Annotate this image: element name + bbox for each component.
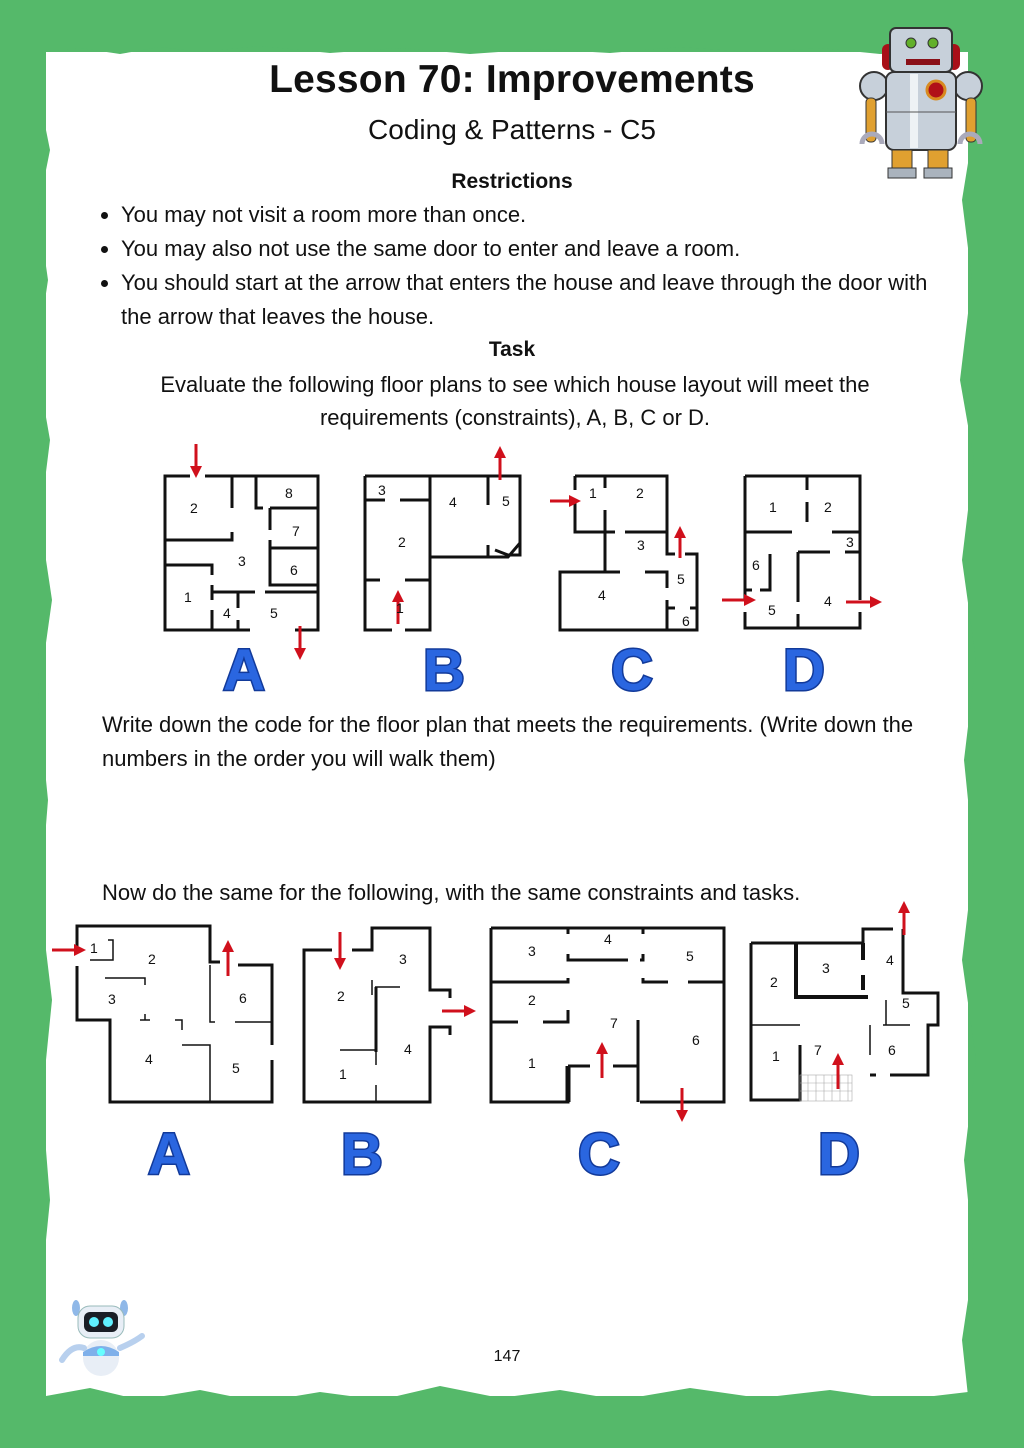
svg-text:2: 2 — [398, 534, 406, 550]
robot-assistant-icon — [58, 1300, 150, 1378]
svg-text:3: 3 — [378, 482, 386, 498]
floor-plan-1a — [160, 440, 330, 660]
svg-text:3: 3 — [637, 537, 645, 553]
svg-text:3: 3 — [822, 960, 830, 976]
svg-text:2: 2 — [528, 992, 536, 1008]
svg-text:4: 4 — [604, 931, 612, 947]
floor-plan-2b — [300, 920, 480, 1110]
svg-text:6: 6 — [290, 562, 298, 578]
plan-letter-c — [608, 636, 668, 696]
svg-text:1: 1 — [184, 589, 192, 605]
plan-letter-a — [220, 636, 280, 696]
plan-letter-2b — [338, 1120, 398, 1180]
svg-text:4: 4 — [598, 587, 606, 603]
svg-text:3: 3 — [238, 553, 246, 569]
svg-text:2: 2 — [770, 974, 778, 990]
svg-text:8: 8 — [285, 485, 293, 501]
svg-text:5: 5 — [902, 995, 910, 1011]
plan-letter-2a — [145, 1120, 205, 1180]
floor-plan-1b — [360, 440, 530, 660]
svg-text:6: 6 — [682, 613, 690, 629]
page-title: Lesson 70: Improvements — [269, 58, 755, 101]
robot-icon — [858, 26, 984, 182]
restriction-item: • You may also not use the same door to enter and leave a room. — [121, 232, 941, 266]
svg-text:5: 5 — [686, 948, 694, 964]
svg-text:1: 1 — [772, 1048, 780, 1064]
svg-text:3: 3 — [108, 991, 116, 1007]
svg-text:4: 4 — [404, 1041, 412, 1057]
svg-text:A: A — [148, 1122, 190, 1180]
page-subtitle: Coding & Patterns - C5 — [368, 114, 656, 145]
svg-text:4: 4 — [886, 952, 894, 968]
svg-text:2: 2 — [337, 988, 345, 1004]
svg-text:4: 4 — [223, 605, 231, 621]
svg-text:4: 4 — [449, 494, 457, 510]
floor-plan-2a — [50, 920, 280, 1110]
now-instruction: Now do the same for the following, with the same constraints and tasks. — [102, 880, 801, 905]
svg-text:7: 7 — [814, 1042, 822, 1058]
floor-plan-2d — [748, 905, 948, 1115]
svg-text:7: 7 — [292, 523, 300, 539]
task-heading: Task — [488, 338, 536, 361]
svg-text:5: 5 — [232, 1060, 240, 1076]
svg-text:7: 7 — [610, 1015, 618, 1031]
svg-text:C: C — [611, 638, 653, 696]
svg-text:1: 1 — [339, 1066, 347, 1082]
room-label: 2 — [190, 500, 198, 516]
svg-text:A: A — [223, 638, 265, 696]
svg-text:5: 5 — [677, 571, 685, 587]
restriction-item: • You should start at the arrow that enters the house and leave through the door with the arrow that leaves the house. — [121, 266, 941, 334]
svg-text:3: 3 — [846, 534, 854, 550]
svg-text:C: C — [578, 1122, 620, 1180]
plan-letter-2d — [815, 1120, 875, 1180]
svg-text:4: 4 — [145, 1051, 153, 1067]
svg-text:1: 1 — [90, 940, 98, 956]
svg-text:5: 5 — [502, 493, 510, 509]
page-number: 147 — [493, 1348, 521, 1365]
floor-plan-1c — [545, 440, 715, 660]
restriction-item: • You may not visit a room more than once. — [121, 198, 941, 232]
svg-text:2: 2 — [636, 485, 644, 501]
svg-text:3: 3 — [528, 943, 536, 959]
restrictions-list — [97, 198, 941, 334]
plan-letter-b — [420, 636, 480, 696]
svg-text:1: 1 — [589, 485, 597, 501]
floor-plan-1d — [720, 440, 890, 660]
svg-text:2: 2 — [148, 951, 156, 967]
plan-letter-2c — [575, 1120, 635, 1180]
svg-text:3: 3 — [399, 951, 407, 967]
restrictions-heading: Restrictions — [451, 170, 573, 193]
floor-plan-2c — [488, 920, 728, 1120]
svg-text:4: 4 — [824, 593, 832, 609]
svg-text:2: 2 — [824, 499, 832, 515]
svg-text:D: D — [818, 1122, 860, 1180]
svg-text:1: 1 — [528, 1055, 536, 1071]
plan-letter-d — [780, 636, 840, 696]
svg-text:5: 5 — [768, 602, 776, 618]
svg-text:6: 6 — [692, 1032, 700, 1048]
svg-text:5: 5 — [270, 605, 278, 621]
svg-text:6: 6 — [888, 1042, 896, 1058]
svg-text:B: B — [423, 638, 465, 696]
svg-text:6: 6 — [239, 990, 247, 1006]
svg-text:B: B — [341, 1122, 383, 1180]
task-text: Evaluate the following floor plans to see which house layout will meet the requirements (constraints), A, B, C or D. — [160, 372, 870, 430]
svg-text:1: 1 — [396, 600, 404, 616]
svg-text:D: D — [783, 638, 825, 696]
write-instruction: Write down the code for the floor plan that meets the requirements. (Write down the numbers in the order you will walk them) — [102, 712, 914, 771]
svg-text:1: 1 — [769, 499, 777, 515]
svg-text:6: 6 — [752, 557, 760, 573]
